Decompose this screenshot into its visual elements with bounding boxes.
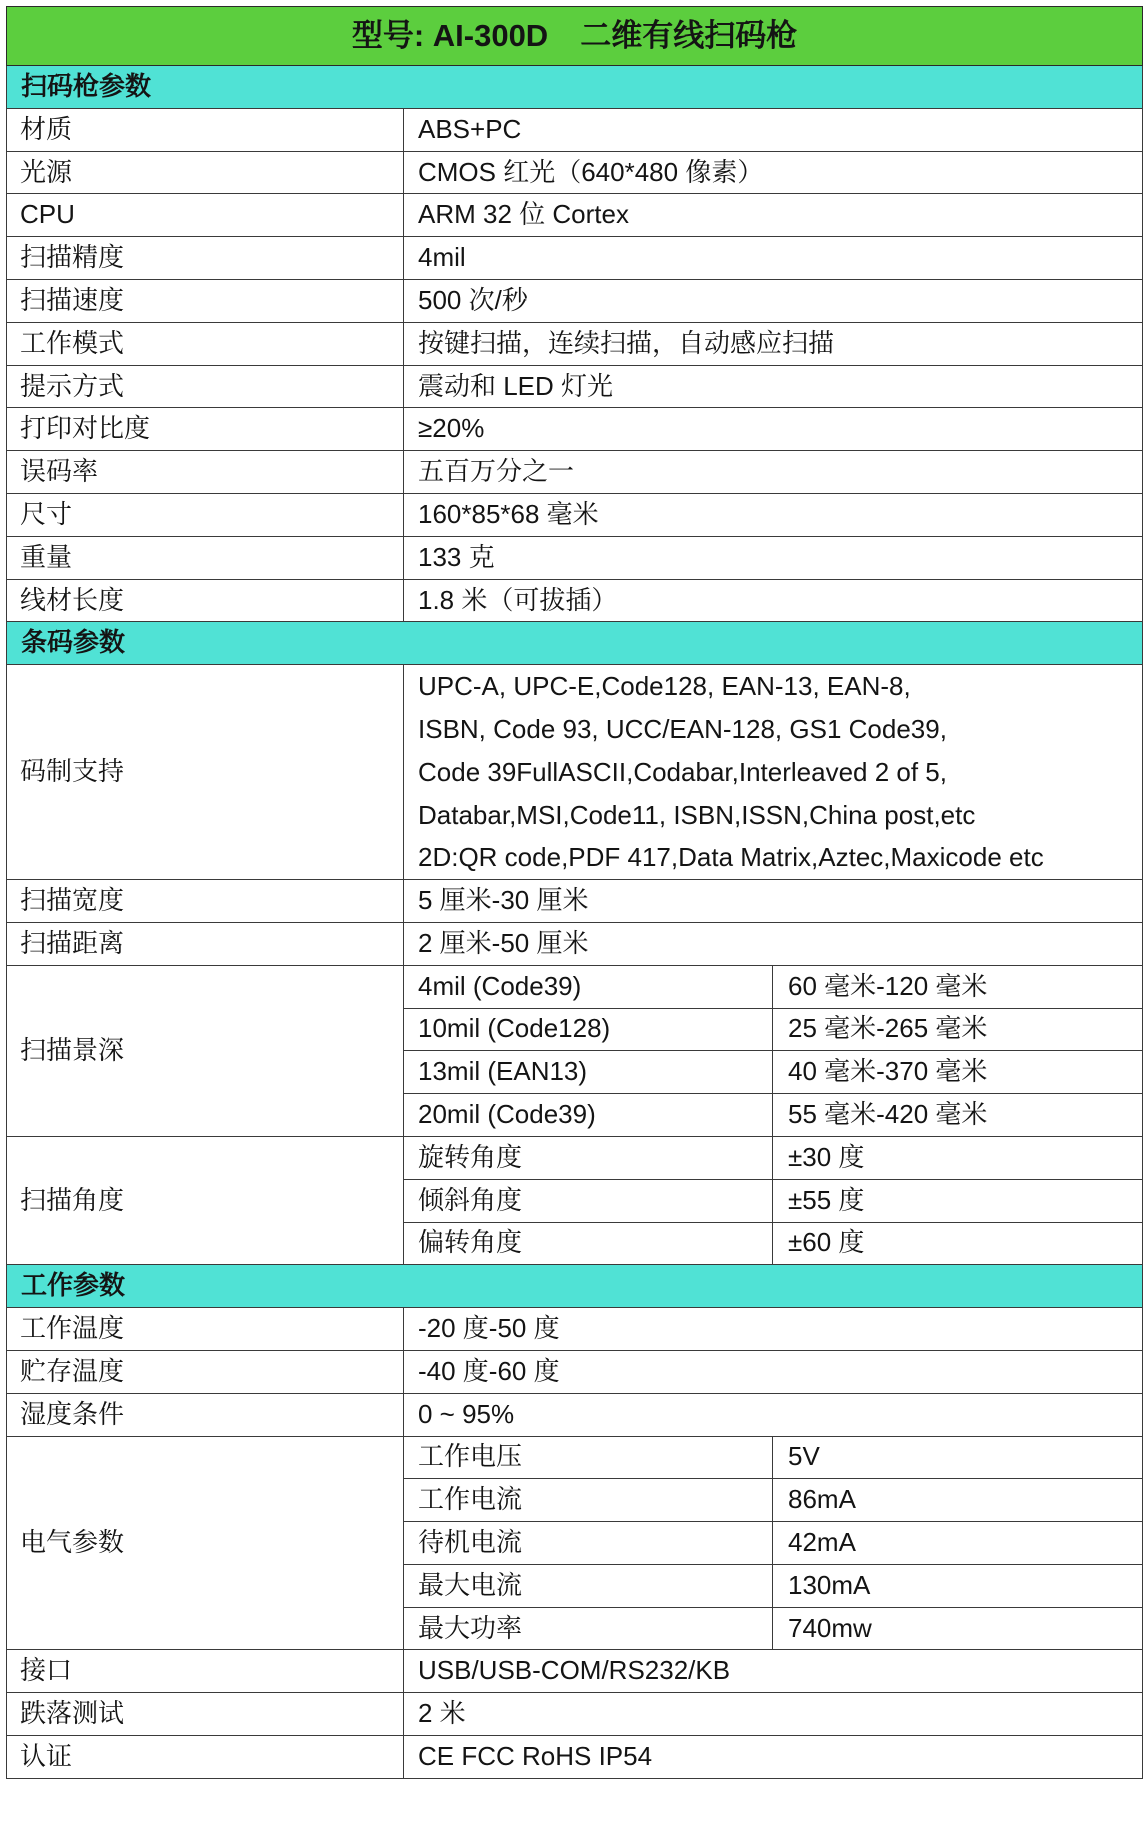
table-row — [7, 322, 1143, 365]
row-label: 扫描角度 — [7, 1136, 404, 1264]
symbology-line: 2D:QR code,PDF 417,Data Matrix,Aztec,Maxicode etc — [418, 842, 1044, 873]
sub-name: 待机电流 — [404, 1522, 773, 1565]
table-row — [7, 408, 1143, 451]
row-label: 提示方式 — [7, 365, 404, 408]
sub-name: 10mil (Code128) — [404, 1008, 773, 1051]
section-row — [7, 622, 1143, 665]
sub-name: 4mil (Code39) — [404, 965, 773, 1008]
product-name: 二维有线扫码枪 — [580, 18, 798, 54]
sub-value: ±30 度 — [773, 1136, 1143, 1179]
row-label: 线材长度 — [7, 579, 404, 622]
row-label: 湿度条件 — [7, 1393, 404, 1436]
row-label: 码制支持 — [7, 665, 404, 880]
table-row — [7, 965, 1143, 1008]
row-value: 震动和 LED 灯光 — [404, 365, 1143, 408]
title-cell — [7, 7, 1143, 66]
sub-value: ±55 度 — [773, 1179, 1143, 1222]
table-row — [7, 1736, 1143, 1779]
sub-value: 60 毫米-120 毫米 — [773, 965, 1143, 1008]
section-row — [7, 1265, 1143, 1308]
section-heading: 扫码枪参数 — [7, 66, 1143, 109]
title-row — [7, 7, 1143, 66]
table-row — [7, 1693, 1143, 1736]
row-value: -40 度-60 度 — [404, 1350, 1143, 1393]
sub-value: 42mA — [773, 1522, 1143, 1565]
sub-value: 5V — [773, 1436, 1143, 1479]
row-label: 尺寸 — [7, 493, 404, 536]
row-value: 4mil — [404, 237, 1143, 280]
symbology-line: Databar,MSI,Code11, ISBN,ISSN,China post,etc — [418, 799, 976, 830]
row-value: 160*85*68 毫米 — [404, 493, 1143, 536]
row-value: CMOS 红光（640*480 像素） — [404, 151, 1143, 194]
row-label: 扫描速度 — [7, 279, 404, 322]
section-heading: 工作参数 — [7, 1265, 1143, 1308]
table-row — [7, 665, 1143, 880]
table-row — [7, 493, 1143, 536]
table-row — [7, 880, 1143, 923]
symbology-line: ISBN, Code 93, UCC/EAN-128, GS1 Code39, — [418, 713, 947, 744]
row-value: 0 ~ 95% — [404, 1393, 1143, 1436]
sub-name: 最大电流 — [404, 1564, 773, 1607]
sub-value: 86mA — [773, 1479, 1143, 1522]
sub-value: 740mw — [773, 1607, 1143, 1650]
row-value: 按键扫描，连续扫描，自动感应扫描 — [404, 322, 1143, 365]
table-row — [7, 365, 1143, 408]
sub-name: 旋转角度 — [404, 1136, 773, 1179]
row-label: 跌落测试 — [7, 1693, 404, 1736]
table-row — [7, 108, 1143, 151]
row-value: 五百万分之一 — [404, 451, 1143, 494]
sub-name: 倾斜角度 — [404, 1179, 773, 1222]
section-row — [7, 66, 1143, 109]
row-label: 误码率 — [7, 451, 404, 494]
row-value: 500 次/秒 — [404, 279, 1143, 322]
table-row — [7, 579, 1143, 622]
table-row — [7, 1393, 1143, 1436]
row-value: ≥20% — [404, 408, 1143, 451]
table-row — [7, 1136, 1143, 1179]
sub-value: 55 毫米-420 毫米 — [773, 1094, 1143, 1137]
row-label: 工作模式 — [7, 322, 404, 365]
row-value: ARM 32 位 Cortex — [404, 194, 1143, 237]
sub-value: 40 毫米-370 毫米 — [773, 1051, 1143, 1094]
row-value: CE FCC RoHS IP54 — [404, 1736, 1143, 1779]
row-value: 133 克 — [404, 536, 1143, 579]
table-row — [7, 151, 1143, 194]
sub-value: 130mA — [773, 1564, 1143, 1607]
sub-name: 13mil (EAN13) — [404, 1051, 773, 1094]
row-value: 1.8 米（可拔插） — [404, 579, 1143, 622]
row-label: 打印对比度 — [7, 408, 404, 451]
sub-name: 工作电压 — [404, 1436, 773, 1479]
sub-name: 最大功率 — [404, 1607, 773, 1650]
row-label: 认证 — [7, 1736, 404, 1779]
row-value: ABS+PC — [404, 108, 1143, 151]
sub-value: ±60 度 — [773, 1222, 1143, 1265]
row-label: 扫描距离 — [7, 922, 404, 965]
row-label: 接口 — [7, 1650, 404, 1693]
row-value: USB/USB-COM/RS232/KB — [404, 1650, 1143, 1693]
sub-name: 工作电流 — [404, 1479, 773, 1522]
table-row — [7, 536, 1143, 579]
model-title: 型号: AI-300D — [351, 18, 549, 54]
row-label: 工作温度 — [7, 1308, 404, 1351]
row-label: 光源 — [7, 151, 404, 194]
section-heading: 条码参数 — [7, 622, 1143, 665]
symbology-list — [404, 665, 1143, 880]
row-label: 扫描宽度 — [7, 880, 404, 923]
sub-value: 25 毫米-265 毫米 — [773, 1008, 1143, 1051]
table-row — [7, 1308, 1143, 1351]
symbology-line: UPC-A, UPC-E,Code128, EAN-13, EAN-8, — [418, 671, 911, 702]
table-row — [7, 1350, 1143, 1393]
table-row — [7, 1436, 1143, 1479]
spec-table — [6, 6, 1143, 1779]
symbology-line: Code 39FullASCII,Codabar,Interleaved 2 of 5, — [418, 756, 947, 787]
table-row — [7, 279, 1143, 322]
row-label: 材质 — [7, 108, 404, 151]
row-label: 贮存温度 — [7, 1350, 404, 1393]
row-label: 电气参数 — [7, 1436, 404, 1650]
table-row — [7, 194, 1143, 237]
row-label: 扫描精度 — [7, 237, 404, 280]
row-value: -20 度-50 度 — [404, 1308, 1143, 1351]
table-row — [7, 922, 1143, 965]
row-value: 2 厘米-50 厘米 — [404, 922, 1143, 965]
sub-name: 20mil (Code39) — [404, 1094, 773, 1137]
table-row — [7, 237, 1143, 280]
sub-name: 偏转角度 — [404, 1222, 773, 1265]
table-row — [7, 1650, 1143, 1693]
row-value: 2 米 — [404, 1693, 1143, 1736]
row-value: 5 厘米-30 厘米 — [404, 880, 1143, 923]
row-label: 重量 — [7, 536, 404, 579]
row-label: CPU — [7, 194, 404, 237]
table-row — [7, 451, 1143, 494]
row-label: 扫描景深 — [7, 965, 404, 1136]
